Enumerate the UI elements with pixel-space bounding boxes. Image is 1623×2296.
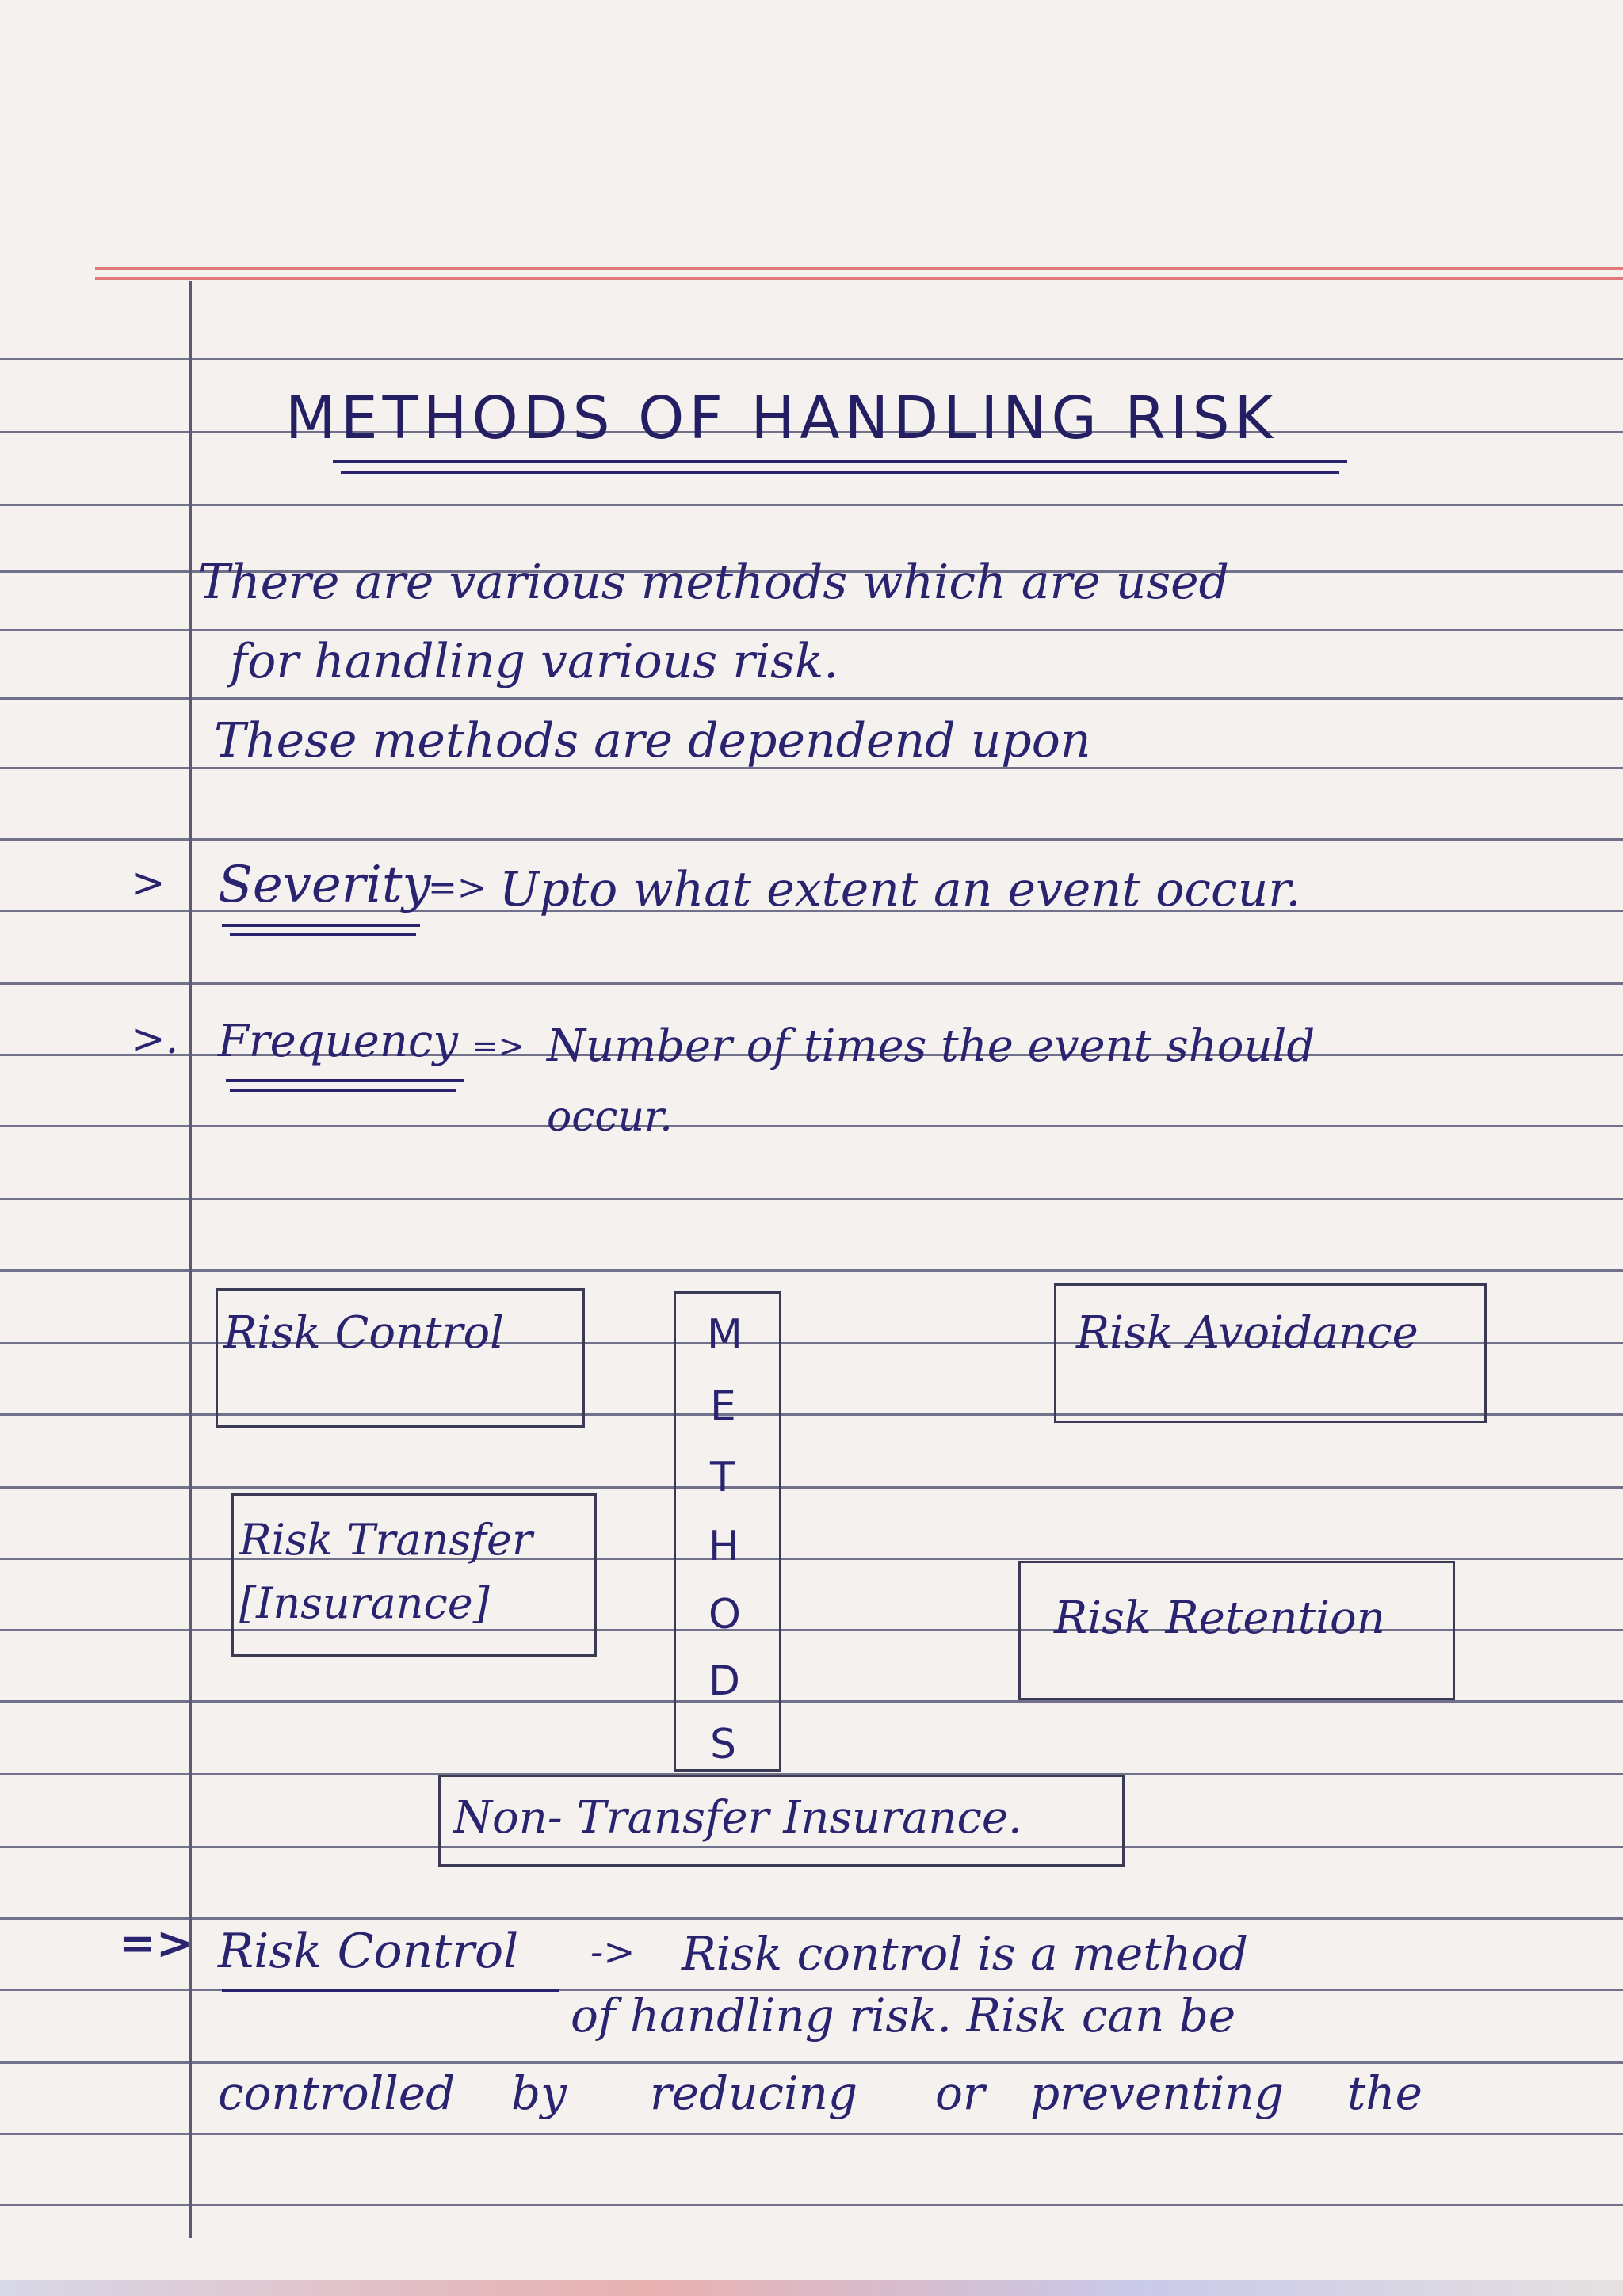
methods-letter-m: M bbox=[707, 1311, 743, 1359]
intro-line-1: There are various methods which are used bbox=[198, 555, 1230, 610]
definition-line-3a: controlled bbox=[218, 2066, 456, 2120]
methods-letter-t: T bbox=[710, 1454, 735, 1501]
frequency-text: Number of times the event should bbox=[547, 1020, 1316, 1072]
definition-line-3d: or bbox=[935, 2066, 985, 2120]
ruled-line bbox=[0, 1125, 1623, 1127]
header-red-line bbox=[95, 267, 1623, 270]
severity-text: Upto what extent an event occur. bbox=[499, 862, 1301, 917]
definition-underline bbox=[222, 1989, 559, 1992]
risk-transfer-label-1: Risk Transfer bbox=[239, 1515, 533, 1565]
severity-underline bbox=[230, 933, 416, 936]
methods-letter-e: E bbox=[710, 1383, 736, 1430]
frequency-underline bbox=[226, 1079, 464, 1082]
ruled-line bbox=[0, 838, 1623, 841]
definition-line-3b: by bbox=[511, 2066, 567, 2120]
title-underline bbox=[341, 471, 1339, 474]
non-transfer-label: Non- Transfer Insurance. bbox=[453, 1792, 1022, 1844]
methods-letter-d: D bbox=[708, 1657, 741, 1705]
ruled-line bbox=[0, 2204, 1623, 2206]
ruled-line bbox=[0, 504, 1623, 506]
ruled-line bbox=[0, 358, 1623, 360]
risk-transfer-label-2: [Insurance] bbox=[239, 1578, 490, 1628]
frequency-term: Frequency bbox=[218, 1016, 458, 1067]
frequency-underline bbox=[230, 1089, 456, 1092]
ruled-line bbox=[0, 982, 1623, 985]
frequency-marker: >. bbox=[131, 1016, 179, 1063]
definition-term: Risk Control bbox=[218, 1924, 519, 1979]
intro-line-2: for handling various risk. bbox=[230, 634, 839, 689]
ruled-line bbox=[0, 1917, 1623, 1920]
severity-term: Severity bbox=[218, 856, 431, 914]
title-underline bbox=[333, 460, 1347, 463]
risk-retention-label: Risk Retention bbox=[1054, 1592, 1385, 1644]
definition-line-3e: preventing bbox=[1030, 2066, 1284, 2120]
definition-line-3f: the bbox=[1347, 2066, 1423, 2120]
severity-arrow: => bbox=[428, 868, 487, 908]
ruled-line bbox=[0, 2061, 1623, 2064]
definition-line-3c: reducing bbox=[650, 2066, 858, 2120]
page-title: METHODS OF HANDLING RISK bbox=[285, 384, 1278, 452]
ruled-line bbox=[0, 1269, 1623, 1272]
severity-underline bbox=[222, 924, 420, 927]
methods-letter-s: S bbox=[710, 1721, 737, 1768]
risk-control-label: Risk Control bbox=[223, 1307, 505, 1359]
frequency-text-2: occur. bbox=[547, 1093, 673, 1141]
frequency-arrow: => bbox=[472, 1028, 525, 1065]
definition-arrow: -> bbox=[590, 1930, 636, 1974]
ruled-line bbox=[0, 629, 1623, 631]
ruled-line bbox=[0, 1198, 1623, 1200]
severity-marker: > bbox=[131, 860, 166, 907]
intro-line-3: These methods are dependend upon bbox=[214, 713, 1091, 769]
ruled-line bbox=[0, 1700, 1623, 1703]
page-bottom-edge bbox=[0, 2280, 1623, 2296]
ruled-line bbox=[0, 2133, 1623, 2135]
header-red-line bbox=[95, 277, 1623, 280]
ruled-line bbox=[0, 697, 1623, 700]
definition-marker: => bbox=[119, 1917, 193, 1970]
risk-avoidance-label: Risk Avoidance bbox=[1076, 1307, 1419, 1359]
definition-line-1: Risk control is a method bbox=[682, 1927, 1249, 1981]
definition-line-2: of handling risk. Risk can be bbox=[571, 1989, 1236, 2042]
ruled-line bbox=[0, 1486, 1623, 1489]
methods-letter-h: H bbox=[708, 1523, 740, 1570]
methods-letter-o: O bbox=[708, 1591, 741, 1638]
